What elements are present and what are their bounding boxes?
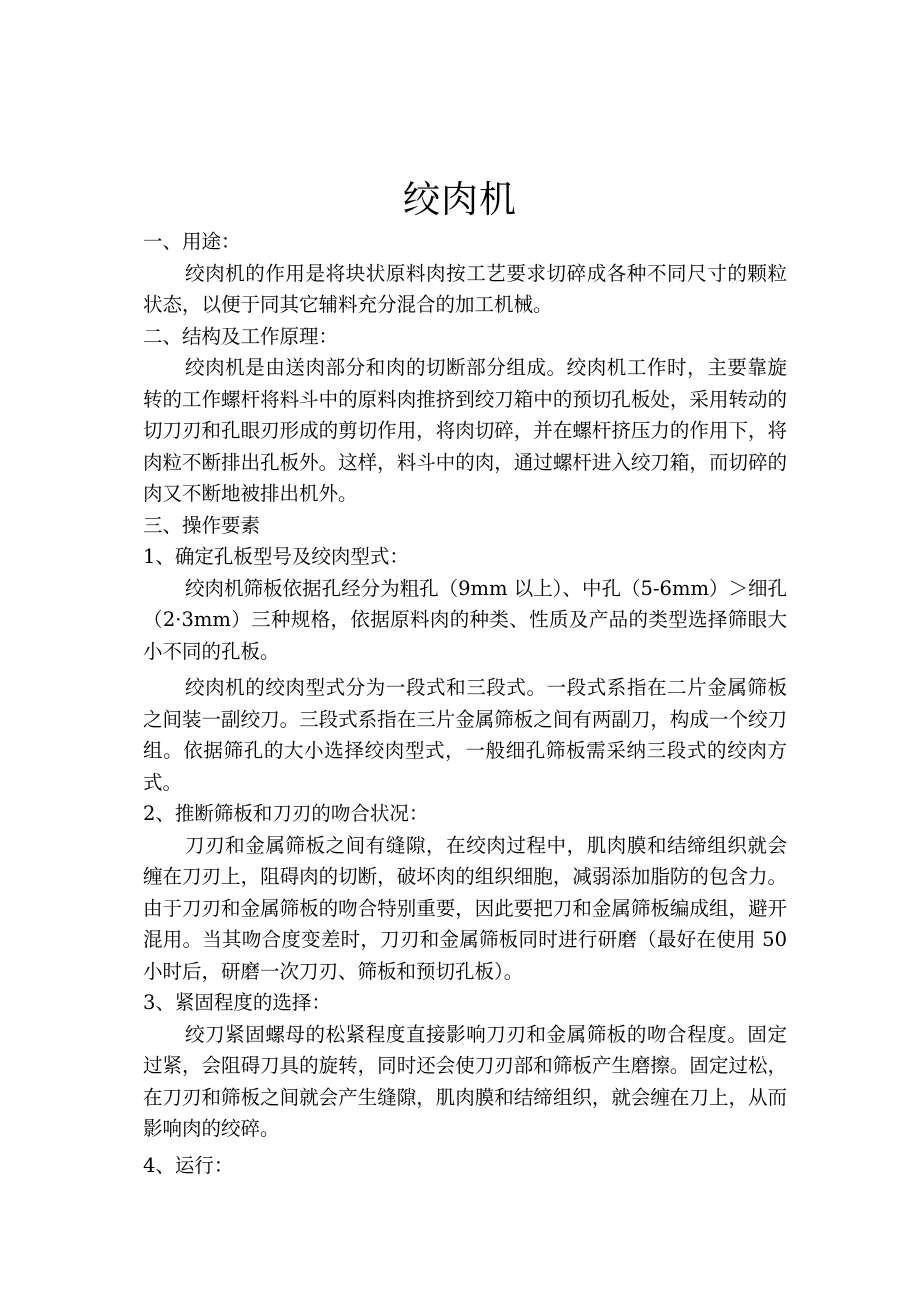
paragraph-grinding-style: 绞肉机的绞肉型式分为一段式和三段式。一段式系指在二片金属筛板之间装一副绞刀。三段式系指在三片金属筛板之间有两副刀，构成一个绞刀组。依据筛孔的大小选择绞肉型式，一般细孔筛板需采纳三段式的绞肉方式。 [143,676,787,794]
paragraph-structure: 绞肉机是由送肉部分和肉的切断部分组成。绞肉机工作时，主要靠旋转的工作螺杆将料斗中的原料肉推挤到绞刀箱中的预切孔板处，采用转动的切刀刃和孔眼刃形成的剪切作用，将肉切碎，并在螺杆挤压力的作用下，将肉粒不断排出孔板外。这样，料斗中的肉，通过螺杆进入绞刀箱，而切碎的肉又不断地被排出机外。 [143,356,787,505]
paragraph-blade-fit: 刀刃和金属筛板之间有缝隙，在绞肉过程中，肌肉膜和结缔组织就会缠在刀刃上，阻碍肉的切断，破坏肉的组织细胞，减弱添加脂防的包含力。由于刀刃和金属筛板的吻合特别重要，因此要把刀和金属筛板编成组，避开混用。当其吻合度变差时，刀刃和金属筛板同时进行研磨（最好在使用 50 小时后，研磨一次刀刃、筛板和预切孔板）。 [143,833,787,983]
subheading-blade-fit: 2、推断筛板和刀刃的吻合状况： [143,802,429,825]
paragraph-plate-sizes: 绞肉机筛板依据孔经分为粗孔（9mm 以上）、中孔（5-6mm）＞细孔（2·3mm）三种规格，依据原料肉的种类、性质及产品的类型选择筛眼大小不同的孔板。 [143,576,787,663]
subheading-tightness: 3、紧固程度的选择： [143,991,331,1014]
paragraph-tightness: 绞刀紧固螺母的松紧程度直接影响刀刃和金属筛板的吻合程度。固定过紧，会阻碍刀具的旋转，同时还会使刀刃部和筛板产生磨擦。固定过松，在刀刃和筛板之间就会产生缝隙，肌肉膜和结缔组织，就会缠在刀上，从而影响肉的绞碎。 [143,1022,787,1140]
document-title: 绞肉机 [403,178,517,221]
subheading-operation-run: 4、运行： [143,1153,234,1177]
document-body [143,226,787,1181]
section-heading-usage: 一、用途： [143,230,241,253]
section-heading-structure: 二、结构及工作原理： [143,324,339,348]
subheading-plate-type: 1、确定孔板型号及绞肉型式： [143,545,409,568]
paragraph-usage: 绞肉机的作用是将块状原料肉按工艺要求切碎成各种不同尺寸的颗粒状态，以便于同其它辅料充分混合的加工机械。 [143,261,787,316]
section-heading-operation: 三、操作要素 [143,513,261,537]
